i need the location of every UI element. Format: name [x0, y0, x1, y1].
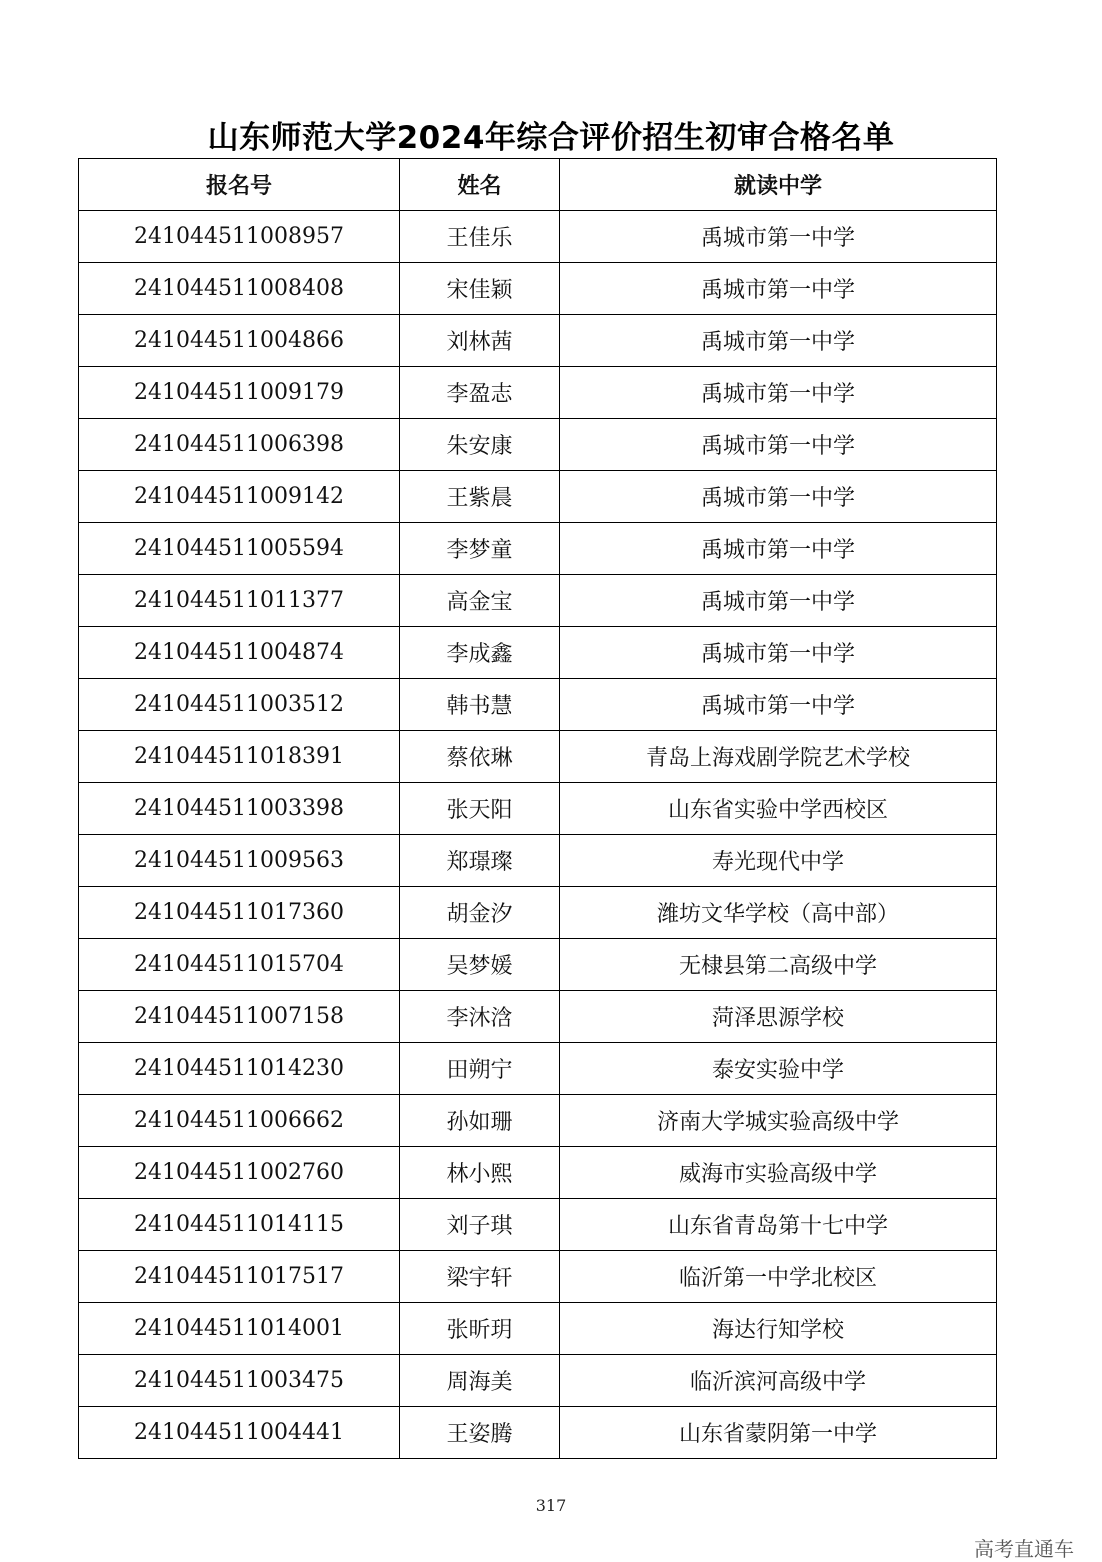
- cell-registration-number: 241044511005594: [79, 523, 400, 575]
- cell-registration-number: 241044511014115: [79, 1199, 400, 1251]
- cell-name: 李梦童: [400, 523, 560, 575]
- table-row: [79, 1199, 997, 1251]
- cell-registration-number: 241044511003475: [79, 1355, 400, 1407]
- cell-name: 王佳乐: [400, 211, 560, 263]
- cell-school: 禹城市第一中学: [560, 419, 997, 471]
- cell-name: 张昕玥: [400, 1303, 560, 1355]
- cell-registration-number: 241044511009179: [79, 367, 400, 419]
- cell-name: 刘子琪: [400, 1199, 560, 1251]
- cell-name: 李沐浛: [400, 991, 560, 1043]
- cell-name: 李盈志: [400, 367, 560, 419]
- cell-school: 无棣县第二高级中学: [560, 939, 997, 991]
- cell-registration-number: 241044511004441: [79, 1407, 400, 1459]
- cell-school: 临沂第一中学北校区: [560, 1251, 997, 1303]
- cell-school: 寿光现代中学: [560, 835, 997, 887]
- cell-school: 青岛上海戏剧学院艺术学校: [560, 731, 997, 783]
- cell-school: 临沂滨河高级中学: [560, 1355, 997, 1407]
- cell-school: 潍坊文华学校（高中部）: [560, 887, 997, 939]
- table-row: [79, 1251, 997, 1303]
- cell-registration-number: 241044511007158: [79, 991, 400, 1043]
- cell-registration-number: 241044511017517: [79, 1251, 400, 1303]
- table-row: [79, 315, 997, 367]
- cell-name: 王紫晨: [400, 471, 560, 523]
- cell-name: 高金宝: [400, 575, 560, 627]
- cell-name: 朱安康: [400, 419, 560, 471]
- cell-name: 王姿腾: [400, 1407, 560, 1459]
- cell-name: 梁宇轩: [400, 1251, 560, 1303]
- table-row: [79, 575, 997, 627]
- table-row: [79, 1043, 997, 1095]
- table-row: [79, 1095, 997, 1147]
- cell-name: 韩书慧: [400, 679, 560, 731]
- cell-school: 禹城市第一中学: [560, 575, 997, 627]
- table-row: [79, 939, 997, 991]
- header-row: [79, 159, 997, 211]
- table-row: [79, 783, 997, 835]
- table-row: [79, 419, 997, 471]
- cell-school: 禹城市第一中学: [560, 679, 997, 731]
- cell-registration-number: 241044511003512: [79, 679, 400, 731]
- cell-registration-number: 241044511008408: [79, 263, 400, 315]
- cell-school: 禹城市第一中学: [560, 315, 997, 367]
- table-row: [79, 471, 997, 523]
- cell-name: 孙如珊: [400, 1095, 560, 1147]
- cell-name: 蔡依琳: [400, 731, 560, 783]
- cell-registration-number: 241044511009142: [79, 471, 400, 523]
- table-row: [79, 991, 997, 1043]
- table-row: [79, 211, 997, 263]
- cell-school: 菏泽思源学校: [560, 991, 997, 1043]
- cell-school: 禹城市第一中学: [560, 523, 997, 575]
- cell-registration-number: 241044511014001: [79, 1303, 400, 1355]
- cell-school: 海达行知学校: [560, 1303, 997, 1355]
- watermark: 高考直通车: [974, 1537, 1074, 1561]
- cell-registration-number: 241044511017360: [79, 887, 400, 939]
- cell-registration-number: 241044511004866: [79, 315, 400, 367]
- cell-name: 周海美: [400, 1355, 560, 1407]
- cell-registration-number: 241044511009563: [79, 835, 400, 887]
- table-row: [79, 627, 997, 679]
- document-title: 山东师范大学2024年综合评价招生初审合格名单: [207, 120, 895, 156]
- table-row: [79, 523, 997, 575]
- cell-registration-number: 241044511011377: [79, 575, 400, 627]
- table-header: [79, 159, 997, 211]
- cell-registration-number: 241044511006662: [79, 1095, 400, 1147]
- cell-registration-number: 241044511015704: [79, 939, 400, 991]
- header-school: 就读中学: [560, 159, 997, 211]
- cell-name: 吴梦媛: [400, 939, 560, 991]
- cell-school: 山东省青岛第十七中学: [560, 1199, 997, 1251]
- table-row: [79, 263, 997, 315]
- table-row: [79, 1407, 997, 1459]
- cell-registration-number: 241044511004874: [79, 627, 400, 679]
- cell-name: 刘林茜: [400, 315, 560, 367]
- cell-name: 张天阳: [400, 783, 560, 835]
- cell-registration-number: 241044511002760: [79, 1147, 400, 1199]
- page-number: 317: [535, 1496, 567, 1515]
- table-row: [79, 367, 997, 419]
- cell-registration-number: 241044511014230: [79, 1043, 400, 1095]
- table-row: [79, 679, 997, 731]
- cell-school: 禹城市第一中学: [560, 627, 997, 679]
- cell-school: 泰安实验中学: [560, 1043, 997, 1095]
- cell-name: 宋佳颖: [400, 263, 560, 315]
- cell-registration-number: 241044511003398: [79, 783, 400, 835]
- header-registration-number: 报名号: [79, 159, 400, 211]
- cell-school: 威海市实验高级中学: [560, 1147, 997, 1199]
- cell-name: 林小熙: [400, 1147, 560, 1199]
- table-row: [79, 835, 997, 887]
- cell-school: 禹城市第一中学: [560, 211, 997, 263]
- cell-name: 胡金汐: [400, 887, 560, 939]
- table-row: [79, 887, 997, 939]
- cell-school: 山东省蒙阴第一中学: [560, 1407, 997, 1459]
- table-row: [79, 1147, 997, 1199]
- cell-name: 李成鑫: [400, 627, 560, 679]
- cell-name: 田朔宁: [400, 1043, 560, 1095]
- cell-registration-number: 241044511006398: [79, 419, 400, 471]
- table-body: [79, 211, 997, 1459]
- cell-school: 济南大学城实验高级中学: [560, 1095, 997, 1147]
- cell-name: 郑璟璨: [400, 835, 560, 887]
- table-row: [79, 731, 997, 783]
- cell-school: 禹城市第一中学: [560, 471, 997, 523]
- roster-table: [78, 158, 997, 1459]
- cell-school: 山东省实验中学西校区: [560, 783, 997, 835]
- header-name: 姓名: [400, 159, 560, 211]
- table-row: [79, 1303, 997, 1355]
- cell-registration-number: 241044511008957: [79, 211, 400, 263]
- cell-school: 禹城市第一中学: [560, 367, 997, 419]
- table-row: [79, 1355, 997, 1407]
- cell-school: 禹城市第一中学: [560, 263, 997, 315]
- cell-registration-number: 241044511018391: [79, 731, 400, 783]
